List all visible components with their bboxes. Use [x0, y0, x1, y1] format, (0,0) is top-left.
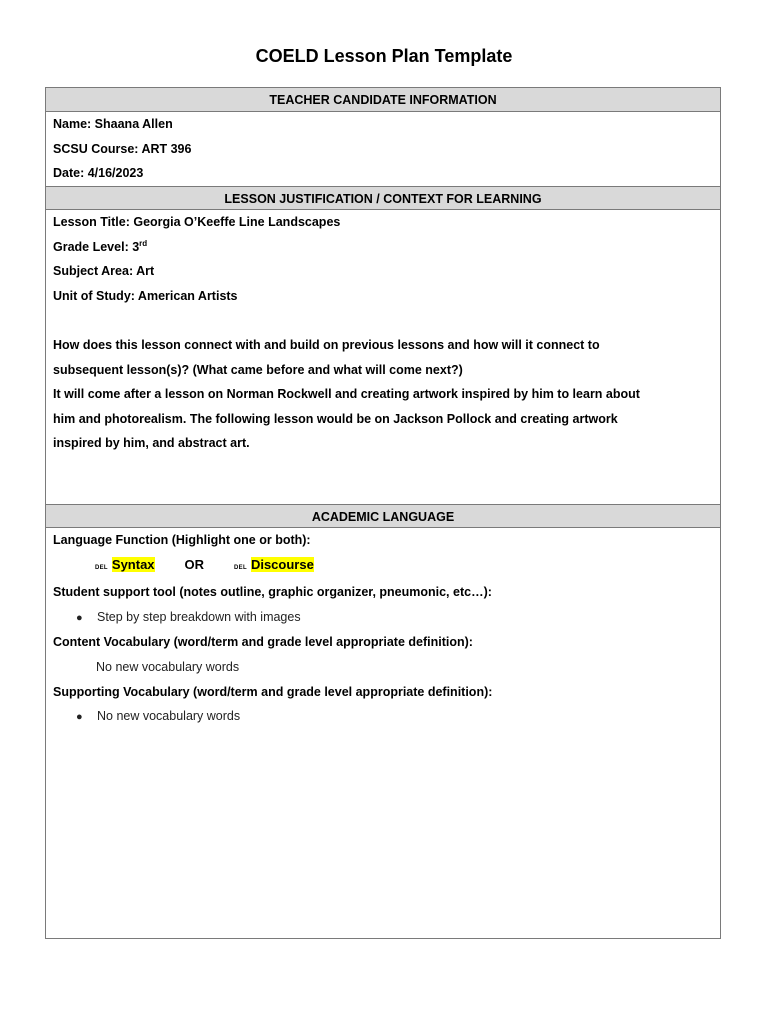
lesson-title: Lesson Title: Georgia O’Keeffe Line Landscapes [53, 215, 341, 229]
content-vocab-label: Content Vocabulary (word/term and grade level appropriate definition): [53, 635, 473, 650]
subject-area: Subject Area: Art [53, 264, 155, 279]
section-header-justification: LESSON JUSTIFICATION / CONTEXT FOR LEARNING [46, 186, 720, 210]
discourse-marker: DEL [234, 564, 247, 571]
support-tool-item [53, 605, 713, 631]
support-tool-text: Step by step breakdown with images [97, 609, 301, 624]
or-label: OR [184, 556, 205, 572]
answer-line-3: inspired by him, and abstract art. [53, 436, 250, 451]
answer-line-2: him and photorealism. The following lesson would be on Jackson Pollock and creating artwork [53, 411, 618, 426]
bullet-icon: ● [76, 711, 83, 724]
question-line-2: subsequent lesson(s)? (What came before and what will come next?) [53, 362, 463, 377]
content-vocab-value: No new vocabulary words [96, 659, 240, 674]
syntax-marker: DEL [95, 564, 108, 571]
language-function-options [53, 553, 713, 581]
section-header-teacher: TEACHER CANDIDATE INFORMATION [46, 88, 720, 112]
teacher-section [46, 112, 720, 186]
grade-level-suffix: rd [139, 238, 148, 248]
justification-section [46, 210, 720, 504]
supporting-vocab-item [53, 704, 713, 730]
question-line-1: How does this lesson connect with and build on previous lessons and how will it connect to [53, 337, 600, 352]
support-tool-label: Student support tool (notes outline, graphic organizer, pneumonic, etc…): [53, 585, 492, 600]
language-function-label: Language Function (Highlight one or both): [53, 533, 311, 547]
supporting-vocab-text: No new vocabulary words [97, 709, 241, 724]
course: SCSU Course: ART 396 [53, 141, 192, 156]
date: Date: 4/16/2023 [53, 166, 144, 181]
unit-of-study: Unit of Study: American Artists [53, 288, 238, 303]
answer-line-1: It will come after a lesson on Norman Rockwell and creating artwork inspired by him to learn about [53, 387, 640, 402]
teacher-name: Name: Shaana Allen [53, 117, 173, 131]
grade-level [53, 235, 713, 260]
section-header-academic: ACADEMIC LANGUAGE [46, 504, 720, 528]
academic-section [46, 528, 720, 938]
grade-level-label: Grade Level: 3 [53, 239, 140, 254]
syntax-option: Syntax [111, 556, 155, 572]
discourse-option: Discourse [250, 556, 314, 572]
lesson-plan-table [45, 87, 721, 939]
supporting-vocab-label: Supporting Vocabulary (word/term and grade level appropriate definition): [53, 684, 493, 699]
page-title: COELD Lesson Plan Template [255, 46, 513, 66]
blank-line [53, 308, 713, 333]
bullet-icon: ● [76, 611, 83, 624]
